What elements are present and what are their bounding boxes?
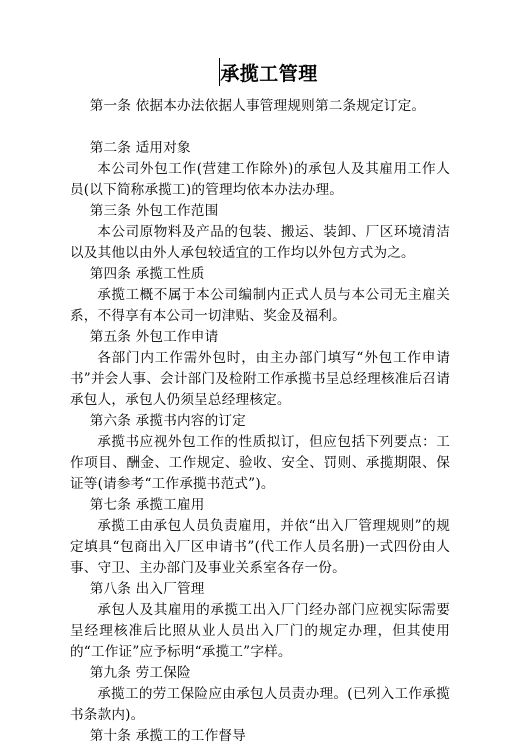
article-7-text: 承揽工由承包人员负责雇用，并依“出入厂管理规则”的规定填具“包商出入厂区申请书”(代工作人员名册)一式四份由人事、守卫、主办部门及事业关系室各存一份。 (70, 518, 450, 576)
blank-line (70, 117, 450, 138)
article-3-text: 本公司原物料及产品的包装、搬运、装卸、厂区环境清洁以及其他以由外人承包较适宜的工作均以外包方式为之。 (70, 224, 450, 261)
article-2-text: 本公司外包工作(营建工作除外)的承包人及其雇用工作人员(以下简称承揽工)的管理均依本办法办理。 (70, 161, 450, 198)
article-5-text: 各部门内工作需外包时，由主办部门填写“外包工作申请书”并会人事、会计部门及检附工作承揽书呈总经理核准后召请承包人，承包人仍须呈总经理核定。 (70, 350, 450, 408)
article-7-heading: 第七条 承揽工雇用 (89, 497, 205, 513)
article-10-heading: 第十条 承揽工的工作督导 (89, 728, 246, 744)
article-3-heading: 第三条 外包工作范围 (89, 203, 219, 219)
article-2-heading: 第二条 适用对象 (89, 140, 191, 156)
article-9-text: 承揽工的劳工保险应由承包人员责办理。(已列入工作承揽书条款内)。 (70, 686, 450, 723)
article-4-heading: 第四条 承揽工性质 (89, 266, 205, 282)
article-8-text: 承包人及其雇用的承揽工出入厂门经办部门应视实际需要呈经理核准后比照从业人员出入厂门的规定办理，但其使用的“工作证”应予标明“承揽工”字样。 (70, 602, 450, 660)
article-4-text: 承揽工概不属于本公司编制内正式人员与本公司无主雇关系，不得享有本公司一切津贴、奖金及福利。 (70, 287, 450, 324)
article-1: 第一条 依据本办法依据人事管理规则第二条规定订定。 (89, 98, 426, 114)
document-title: 承揽工管理 (220, 63, 318, 85)
article-6-text: 承揽书应视外包工作的性质拟订，但应包括下列要点：工作项目、酬金、工作规定、验收、安全、罚则、承揽期限、保证等(请参考“工作承揽书范式”)。 (70, 434, 450, 492)
article-6-heading: 第六条 承揽书内容的订定 (89, 413, 246, 429)
article-9-heading: 第九条 劳工保险 (89, 665, 191, 681)
article-5-heading: 第五条 外包工作申请 (89, 329, 219, 345)
article-8-heading: 第八条 出入厂管理 (89, 581, 205, 597)
document-body (70, 96, 450, 747)
